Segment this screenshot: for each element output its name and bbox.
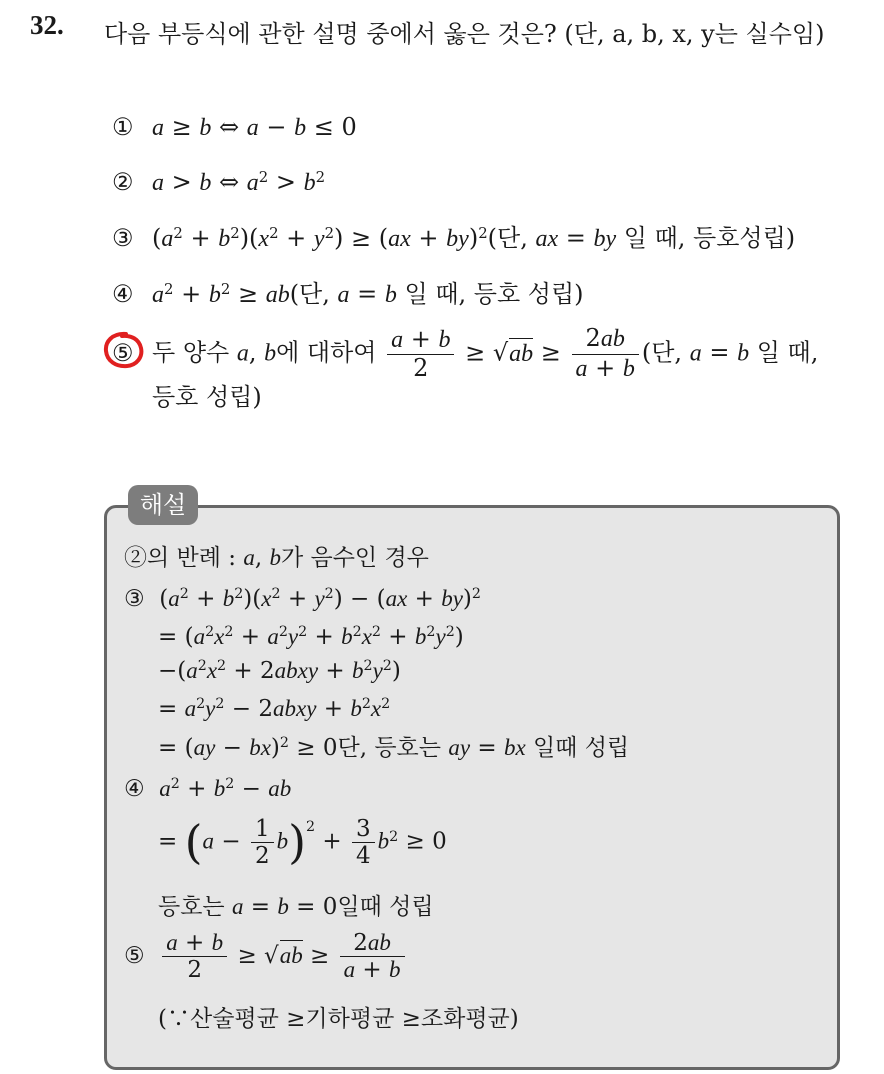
solution-tab: 해설 — [128, 485, 198, 525]
choice-4[interactable]: ④ $a^2 + b^2 \ge ab$(단, a = b 일 때, 등호 성립) — [112, 279, 584, 308]
solution-line-11: (∵산술평균 ≥기하평균 ≥조화평균) — [158, 1006, 519, 1032]
solution-line-1: ②의 반례 : a, b가 음수인 경우 — [124, 545, 429, 571]
choice-2[interactable]: ② a > b ⇔ $a^2 > b^2$ — [112, 167, 326, 196]
solution-line-10: ⑤ $\frac{a + b}{2}$ ≥ √ab ≥ $\frac{2ab}{a + b}$ — [124, 930, 408, 984]
solution-line-5: = $a^2y^2$ − 2abxy + $b^2x^2$ — [158, 696, 391, 722]
solution-line-8: = (a − $\frac{1}{2}$ b)$^2$ + $\frac{3}{4}$ $b^2 \ge 0$ — [158, 815, 447, 870]
choice-3[interactable]: ③ $(a^2 + b^2)(x^2 + y^2) \ge (ax + by)^2$(단, ax = by 일 때, 등호성립) — [112, 223, 796, 252]
choice-5-number: ⑤ — [112, 338, 134, 367]
solution-line-7: ④ $a^2 + b^2$ − ab — [124, 776, 292, 802]
solution-line-3: = $(a^2x^2 + a^2y^2 + b^2x^2 + b^2y^2)$ — [158, 624, 464, 650]
question-text: 다음 부등식에 관한 설명 중에서 옳은 것은? (단, a, b, x, y는 실수임) — [104, 20, 825, 48]
solution-line-6: = (ay − bx)$^2$ ≥ 0단, 등호는 ay = bx 일때 성립 — [158, 735, 630, 761]
choice-5[interactable]: ⑤ 두 양수 a, b에 대하여 $\frac{a + b}{2}$ ≥ √ab ≥ $\frac{2ab}{a + b}$ (단, a = b 일 때, — [112, 324, 819, 383]
solution-line-9: 등호는 a = b = 0일때 성립 — [158, 894, 434, 920]
choice-5-continued: 등호 성립) — [152, 383, 262, 411]
solution-line-2: ③ $(a^2 + b^2)(x^2 + y^2) - (ax + by)^2$ — [124, 586, 481, 612]
choice-1[interactable]: ① a ≥ b ⇔ a − b ≤ 0 — [112, 113, 357, 141]
solution-line-4: $-(a^2x^2$ + 2abxy + $b^2y^2$) — [158, 658, 401, 684]
question-number: 32. — [30, 10, 64, 40]
